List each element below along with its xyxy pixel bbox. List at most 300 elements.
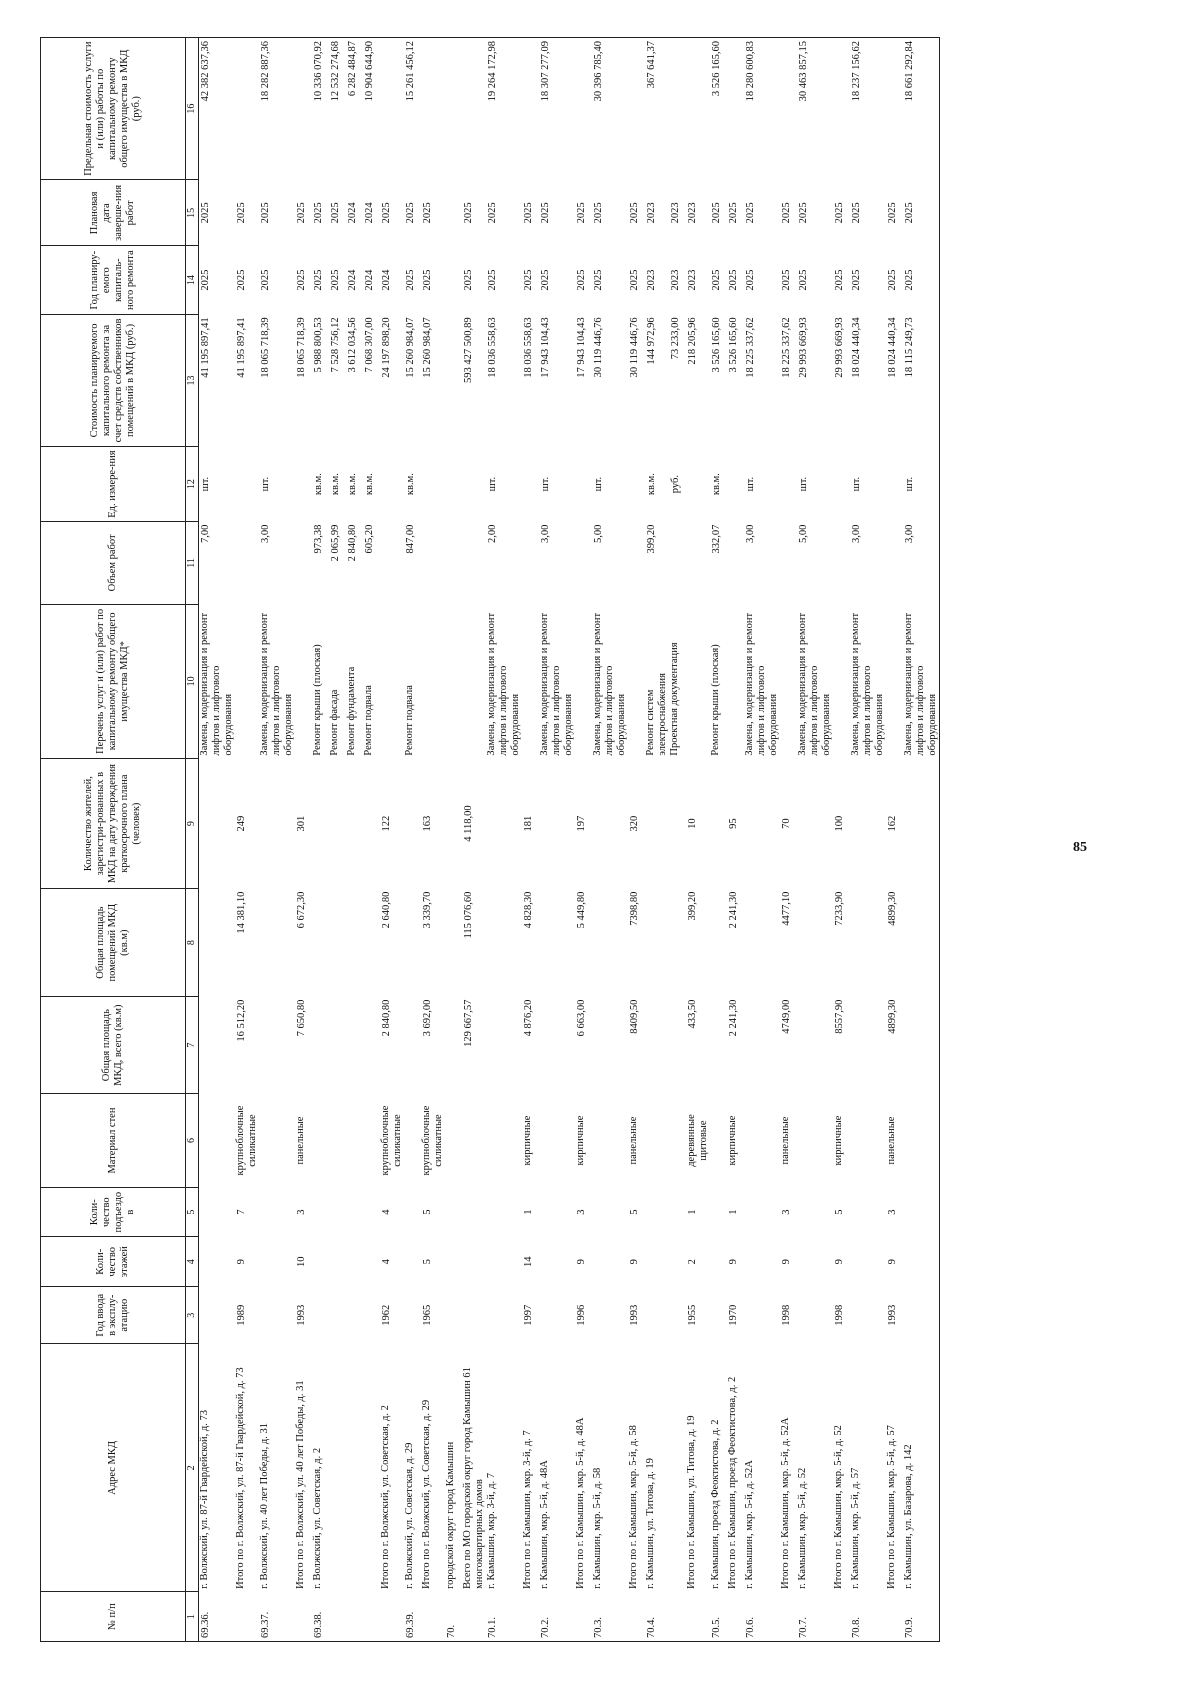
table-cell: 3 (576, 1209, 587, 1215)
table-cell: 2025 (711, 269, 722, 291)
table-cell (404, 1094, 421, 1188)
table-cell: Итого по г. Волжский, ул. 87-й Гвардейской, д. 73 (235, 1367, 246, 1589)
header-row (41, 38, 186, 1642)
table-cell (295, 604, 312, 758)
table-body (199, 38, 940, 1642)
table-cell: 320 (629, 815, 640, 832)
column-number: 14 (186, 246, 199, 314)
table-cell: кв.м. (711, 473, 722, 496)
table-cell (312, 759, 329, 889)
table-row (686, 38, 710, 1642)
table-cell: 2025 (296, 269, 307, 291)
table-cell: 2023 (687, 269, 698, 291)
table-cell: Замена, модернизация и ремонт лифтов и лифтового оборудования (259, 612, 294, 756)
table-cell: 4 828,30 (523, 891, 534, 929)
table-cell (669, 1237, 686, 1287)
table-cell: шт. (903, 447, 940, 522)
table-cell (744, 1094, 780, 1188)
table-row (797, 38, 833, 1642)
table-cell: 18 307 277,09 (539, 38, 575, 180)
table-cell (346, 1237, 363, 1287)
table-cell (380, 522, 404, 605)
table-cell (645, 1287, 669, 1344)
table-cell (445, 180, 462, 246)
table-cell (686, 522, 710, 605)
table-cell: 2025 (260, 202, 271, 224)
table-cell (903, 889, 940, 997)
table-cell: 18 036 558,63 (487, 317, 498, 378)
table-cell (797, 997, 833, 1094)
table-cell: Итого по г. Камышин, мкр. 5-й, д. 58 (628, 1425, 639, 1589)
table-cell: 5 (422, 1209, 433, 1215)
table-cell (850, 1187, 886, 1237)
table-cell (346, 1287, 363, 1344)
table-cell: 144 972,96 (646, 317, 657, 365)
column-number: 8 (186, 889, 199, 997)
table-cell (886, 1592, 903, 1642)
table-cell (462, 38, 486, 180)
table-cell: 15 260 984,07 (405, 317, 416, 378)
table-cell: 18 282 887,36 (259, 38, 295, 180)
column-header: Предельная стоимость услуги и (или) работы по капитальному ремонту общего имущества в МКД (руб.) (41, 38, 186, 180)
table-cell: 41 195 897,41 (236, 317, 247, 378)
column-number: 13 (186, 314, 199, 446)
table-cell: 162 (887, 815, 898, 832)
table-cell (404, 1287, 421, 1344)
table-cell: 12 532 274,68 (329, 38, 346, 180)
table-cell: Ремонт подвала (404, 685, 415, 756)
table-cell (486, 1187, 522, 1237)
table-cell: Замена, модернизация и ремонт лифтов и лифтового оборудования (903, 604, 940, 758)
table-cell: 1996 (576, 1304, 587, 1326)
table-row (710, 38, 727, 1642)
table-cell: Итого по г. Волжский, ул. Советская, д. 29 (421, 1399, 432, 1589)
table-cell: г. Камышин, мкр. 5-й, д. 57 (850, 1467, 861, 1589)
table-cell: 1993 (887, 1304, 898, 1326)
table-cell: 9 (887, 1259, 898, 1265)
table-cell (592, 1237, 628, 1287)
table-cell (780, 604, 797, 758)
table-cell: 2025 (463, 269, 474, 291)
table-cell (539, 759, 575, 889)
table-cell: 2025 (236, 269, 247, 291)
table-cell (329, 1287, 346, 1344)
table-cell: 2025 (487, 202, 498, 224)
table-cell (797, 1287, 833, 1344)
table-cell (669, 889, 686, 997)
table-cell (363, 1287, 380, 1344)
table-row (421, 38, 445, 1642)
table-cell: 1 (687, 1209, 698, 1215)
table-cell (710, 997, 727, 1094)
table-cell (669, 1592, 686, 1642)
table-cell (710, 1287, 727, 1344)
table-cell: 9 (629, 1259, 640, 1265)
table-cell: 2025 (523, 202, 534, 224)
table-row (380, 38, 404, 1642)
table-cell: 3,00 (851, 524, 862, 543)
table-cell (259, 889, 295, 997)
table-cell: панельные (780, 1116, 791, 1165)
table-cell: 2 640,80 (381, 891, 392, 929)
table-cell: 2024 (347, 202, 358, 224)
table-cell: 2023 (646, 269, 657, 291)
table-cell (727, 522, 744, 605)
table-cell (710, 1237, 727, 1287)
column-number: 1 (186, 1592, 199, 1642)
table-cell: 10 (296, 1256, 307, 1268)
table-cell (445, 38, 462, 180)
table-row (329, 38, 346, 1642)
table-cell: Ремонт фундамента (346, 666, 357, 756)
table-cell: 7 650,80 (296, 999, 307, 1037)
table-cell: 1955 (687, 1304, 698, 1326)
table-cell: 332,07 (711, 524, 722, 554)
table-cell (462, 1187, 486, 1237)
table-cell: 18 115 249,73 (903, 314, 940, 446)
table-cell: 2025 (330, 269, 341, 291)
column-header: Количество жителей, зарегистри-рованных в МКД на дату утверждения краткосрочного плана (человек) (41, 759, 186, 889)
table-cell (710, 759, 727, 889)
table-cell: кв.м. (347, 473, 358, 496)
table-cell: 17 943 104,43 (540, 317, 551, 378)
table-cell (886, 38, 903, 180)
table-cell: 181 (523, 815, 534, 832)
table-cell: Итого по г. Камышин, мкр. 5-й, д. 48А (575, 1417, 586, 1589)
table-cell (329, 1187, 346, 1237)
table-cell (539, 1287, 575, 1344)
table-cell: г. Камышин, мкр. 5-й, д. 52А (744, 1460, 755, 1589)
table-cell: 18 280 600,83 (744, 38, 780, 180)
table-cell (744, 1287, 780, 1344)
table-cell: 2025 (851, 202, 862, 224)
table-cell: Проектная документация (669, 642, 680, 756)
table-cell (462, 1592, 486, 1642)
table-cell (445, 1094, 462, 1188)
table-cell: 3 526 165,60 (728, 317, 739, 373)
table-cell (592, 1094, 628, 1188)
table-cell: 847,00 (405, 524, 416, 554)
table-cell (462, 522, 486, 605)
table-cell (780, 1592, 797, 1642)
table-cell (445, 246, 462, 314)
table-row (744, 38, 780, 1642)
table-cell (486, 759, 522, 889)
table-cell (575, 522, 592, 605)
table-cell: 17 943 104,43 (576, 317, 587, 378)
table-cell: 3 526 165,60 (711, 317, 722, 373)
table-cell (346, 1187, 363, 1237)
table-cell (363, 889, 380, 997)
table-cell (903, 1237, 940, 1287)
table-cell (380, 38, 404, 180)
table-row (522, 38, 539, 1642)
table-cell (404, 1237, 421, 1287)
table-cell: 18 225 337,62 (781, 317, 792, 378)
table-cell (421, 604, 445, 758)
table-row (363, 38, 380, 1642)
table-cell (833, 38, 850, 180)
table-cell: 70.5. (710, 1592, 727, 1642)
table-cell: 5 (422, 1259, 433, 1265)
table-cell: кв.м. (405, 473, 416, 496)
table-cell (850, 889, 886, 997)
table-cell: 2025 (903, 180, 940, 246)
table-cell: 1962 (381, 1304, 392, 1326)
table-cell: 70.7. (797, 1592, 833, 1642)
table-cell: 2023 (646, 202, 657, 224)
table-cell: 2025 (313, 202, 324, 224)
table-cell (486, 889, 522, 997)
table-cell: 1998 (781, 1304, 792, 1326)
table-cell: 399,20 (646, 524, 657, 554)
table-cell (486, 1287, 522, 1344)
table-cell: 4899,30 (887, 999, 898, 1034)
table-cell: Ремонт фасада (329, 689, 340, 756)
table-row (259, 38, 295, 1642)
table-cell (710, 1094, 727, 1188)
table-cell: 218 205,96 (687, 317, 698, 365)
table-cell: крупноблочные силикатные (421, 1105, 444, 1176)
column-header: Коли-чество этажей (41, 1237, 186, 1287)
table-cell (669, 1187, 686, 1237)
table-cell (312, 1094, 329, 1188)
table-cell: 8557,90 (834, 999, 845, 1034)
table-cell (686, 604, 710, 758)
table-cell (363, 1187, 380, 1237)
table-cell (592, 1187, 628, 1237)
table-cell (833, 447, 850, 522)
table-cell: 9 (834, 1259, 845, 1265)
table-cell (235, 38, 259, 180)
table-cell: 30 396 785,40 (592, 38, 628, 180)
table-cell: 10 336 070,92 (312, 38, 329, 180)
table-cell (669, 1094, 686, 1188)
table-cell: 2025 (887, 269, 898, 291)
table-cell (259, 759, 295, 889)
table-cell (669, 1287, 686, 1344)
table-cell: шт. (200, 476, 211, 492)
table-cell: 3,00 (745, 524, 756, 543)
table-cell (669, 1344, 686, 1592)
table-cell: 5 (834, 1209, 845, 1215)
table-cell: 1965 (422, 1304, 433, 1326)
table-cell (445, 889, 462, 997)
table-cell (645, 1237, 669, 1287)
table-cell: 9 (781, 1259, 792, 1265)
table-cell (744, 1237, 780, 1287)
table-cell: 367 641,37 (645, 38, 669, 180)
table-cell: 4899,30 (887, 891, 898, 926)
table-row (780, 38, 797, 1642)
table-cell (380, 1592, 404, 1642)
table-cell: Итого по г. Камышин, мкр. 3-й, д. 7 (522, 1430, 533, 1589)
table-cell: 2025 (463, 202, 474, 224)
table-cell (686, 1592, 710, 1642)
table-cell (295, 522, 312, 605)
table-cell: 2025 (200, 269, 211, 291)
column-number: 6 (186, 1094, 199, 1188)
table-cell: Замена, модернизация и ремонт лифтов и лифтового оборудования (592, 612, 627, 756)
table-cell: 115 076,60 (463, 891, 474, 939)
table-row (199, 38, 236, 1642)
table-row (903, 38, 940, 1642)
table-cell (404, 997, 421, 1094)
table-cell (645, 997, 669, 1094)
table-cell: 3 692,00 (422, 999, 433, 1037)
table-cell: кв.м. (313, 473, 324, 496)
table-cell: 301 (296, 815, 307, 832)
table-cell: 18 024 440,34 (851, 317, 862, 378)
table-cell: Замена, модернизация и ремонт лифтов и лифтового оборудования (486, 612, 521, 756)
table-cell: 29 993 669,93 (834, 317, 845, 378)
table-cell: 2025 (405, 202, 416, 224)
column-header: Стоимость планируемого капитального ремонта за счет средств собственников помещений в МКД (руб.) (41, 314, 186, 446)
table-cell: 1998 (834, 1304, 845, 1326)
table-cell: 2025 (851, 269, 862, 291)
table-cell (833, 522, 850, 605)
table-cell: 18 036 558,63 (523, 317, 534, 378)
table-cell: 2023 (670, 269, 681, 291)
table-cell (522, 447, 539, 522)
page-number: 85 (1073, 840, 1087, 856)
table-cell (329, 889, 346, 997)
capital-repair-table (40, 37, 940, 1642)
table-cell: 6 672,30 (296, 891, 307, 929)
table-cell: кирпичные (833, 1115, 844, 1166)
table-cell: 6 282 484,87 (346, 38, 363, 180)
table-cell (312, 997, 329, 1094)
table-cell: крупноблочные силикатные (235, 1105, 258, 1176)
table-cell: 2025 (781, 269, 792, 291)
table-cell: 69.38. (312, 1592, 329, 1642)
table-cell: 18 024 440,34 (887, 317, 898, 378)
table-row (486, 38, 522, 1642)
table-cell: Всего по МО городской округ город Камышин 61 многоквартирных домов (462, 1367, 485, 1589)
table-cell: 1 (523, 1209, 534, 1215)
table-cell (797, 1237, 833, 1287)
table-cell: 1993 (629, 1304, 640, 1326)
table-cell (645, 1187, 669, 1237)
table-cell (462, 604, 486, 758)
table-cell: 41 195 897,41 (200, 317, 211, 378)
table-cell (445, 522, 462, 605)
table-cell: 2024 (364, 269, 375, 291)
table-cell: 7,00 (200, 524, 211, 543)
table-cell: кв.м. (364, 473, 375, 496)
table-cell: шт. (260, 476, 271, 492)
column-header: Адрес МКД (41, 1344, 186, 1592)
table-cell: г. Волжский, ул. Советская, д. 2 (312, 1447, 323, 1589)
table-cell: 3,00 (260, 524, 271, 543)
table-cell: 2025 (834, 202, 845, 224)
table-cell: 122 (381, 815, 392, 832)
table-cell (522, 604, 539, 758)
table-cell (669, 38, 686, 180)
table-cell: 14 381,10 (236, 891, 247, 934)
table-cell (363, 1592, 380, 1642)
table-cell: деревянные щитовые (686, 1114, 709, 1167)
table-cell (486, 997, 522, 1094)
table-cell (235, 1592, 259, 1642)
table-cell: панельные (628, 1116, 639, 1165)
table-cell (329, 997, 346, 1094)
table-cell (329, 759, 346, 889)
table-cell (797, 759, 833, 889)
table-cell (592, 759, 628, 889)
table-cell: 2025 (487, 269, 498, 291)
table-cell: 3 (296, 1209, 307, 1215)
table-cell: 2025 (745, 269, 756, 291)
table-cell: Ремонт систем электроснабжения (645, 673, 668, 756)
table-cell: Замена, модернизация и ремонт лифтов и лифтового оборудования (539, 612, 574, 756)
table-cell (445, 1237, 462, 1287)
table-cell: 42 382 637,36 (199, 38, 236, 180)
table-cell: 4 118,00 (463, 805, 474, 842)
column-header: Перечень услуг и (или) работ по капитальному ремонту общего имущества МКД* (41, 604, 186, 758)
table-cell: 197 (576, 815, 587, 832)
table-cell: 129 667,57 (463, 999, 474, 1047)
table-cell: 18 661 292,84 (903, 38, 940, 180)
column-number: 16 (186, 38, 199, 180)
table-cell: крупноблочные силикатные (380, 1105, 403, 1176)
table-cell (833, 604, 850, 758)
table-cell (575, 604, 592, 758)
table-cell: 14 (523, 1256, 534, 1268)
table-cell (486, 1237, 522, 1287)
table-cell: Замена, модернизация и ремонт лифтов и лифтового оборудования (744, 612, 779, 756)
table-cell (797, 1187, 833, 1237)
table-cell (797, 889, 833, 997)
table-cell (404, 759, 421, 889)
table-cell: 73 233,00 (670, 317, 681, 360)
column-header: Ед. измере-ния (41, 447, 186, 522)
table-row (645, 38, 669, 1642)
table-cell: 69.39. (404, 1592, 421, 1642)
column-header: Год ввода в эксплу-атацию (41, 1287, 186, 1344)
table-cell: Итого по г. Волжский, ул. Советская, д. 2 (380, 1405, 391, 1589)
table-cell (539, 1237, 575, 1287)
table-cell (886, 604, 903, 758)
table-cell: 69.37. (259, 1592, 295, 1642)
table-row (669, 38, 686, 1642)
table-cell (346, 759, 363, 889)
table-cell: 15 261 456,12 (404, 38, 421, 180)
table-cell: 18 225 337,62 (745, 317, 756, 378)
table-cell (421, 38, 445, 180)
table-cell: шт. (798, 476, 809, 492)
table-cell: Ремонт крыши (плоская) (710, 644, 721, 756)
column-header: Материал стен (41, 1094, 186, 1188)
table-cell (686, 447, 710, 522)
table-cell (199, 997, 236, 1094)
table-row (850, 38, 886, 1642)
table-cell (903, 1187, 940, 1237)
table-cell: г. Камышин, проезд Феоктистова, д. 2 (710, 1419, 721, 1589)
table-cell: 2025 (903, 246, 940, 314)
table-cell: 399,20 (687, 891, 698, 921)
table-cell (312, 1187, 329, 1237)
table-cell: 9 (576, 1259, 587, 1265)
table-cell (380, 604, 404, 758)
table-cell (380, 447, 404, 522)
table-cell: 95 (728, 818, 739, 829)
table-cell: 2025 (629, 269, 640, 291)
table-cell (329, 1237, 346, 1287)
table-cell (522, 38, 539, 180)
column-number: 9 (186, 759, 199, 889)
table-cell (780, 447, 797, 522)
